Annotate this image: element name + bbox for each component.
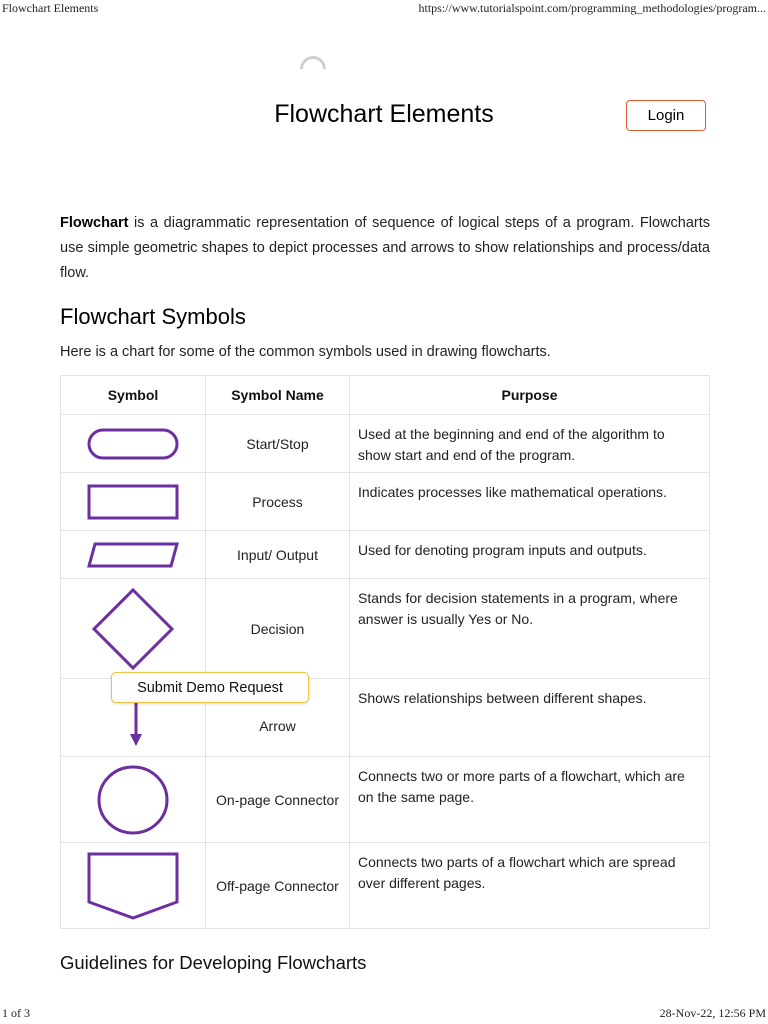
symbol-cell: [61, 579, 206, 679]
print-header-title: Flowchart Elements: [2, 1, 99, 15]
page-title: Flowchart Elements: [274, 100, 494, 128]
column-header-symbol: Symbol: [61, 376, 206, 415]
purpose-cell: Indicates processes like mathematical operations.: [350, 473, 710, 531]
terminal-shape-icon: [87, 428, 179, 460]
print-footer-datetime: 28-Nov-22, 12:56 PM: [659, 1006, 766, 1020]
process-shape-icon: [87, 484, 179, 520]
purpose-cell: Connects two or more parts of a flowchart, which are on the same page.: [350, 757, 710, 843]
symbol-cell: [61, 757, 206, 843]
purpose-cell: Used at the beginning and end of the algorithm to show start and end of the program.: [350, 415, 710, 473]
arrow-shape-icon: [126, 702, 146, 748]
table-row: [61, 531, 710, 579]
circle-connector-shape-icon: [96, 763, 170, 837]
table-row: [61, 415, 710, 473]
submit-demo-request-button[interactable]: Submit Demo Request: [111, 672, 309, 703]
print-header-url: https://www.tutorialspoint.com/programming_methodologies/program...: [418, 1, 766, 15]
symbols-heading: Flowchart Symbols: [60, 304, 246, 329]
diamond-shape-icon: [91, 587, 175, 671]
offpage-connector-shape-icon: [87, 852, 179, 920]
intro-paragraph: [60, 211, 710, 286]
intro-bold-term: Flowchart: [60, 215, 129, 231]
symbols-lead-text: Here is a chart for some of the common symbols used in drawing flowcharts.: [60, 344, 551, 360]
table-row: [61, 579, 710, 679]
symbol-name-cell: Decision: [206, 579, 350, 679]
table-row: [61, 843, 710, 929]
symbols-table: [60, 375, 710, 929]
purpose-cell: Shows relationships between different shapes.: [350, 679, 710, 757]
intro-text: is a diagrammatic representation of sequence of logical steps of a program. Flowcharts use simple geometric shapes to depict processes and arrows to show relationships and process/data flow.: [60, 215, 710, 281]
purpose-cell: Used for denoting program inputs and outputs.: [350, 531, 710, 579]
login-button[interactable]: Login: [626, 100, 706, 131]
purpose-cell: Connects two parts of a flowchart which are spread over different pages.: [350, 843, 710, 929]
symbol-cell: [61, 531, 206, 579]
table-row: [61, 473, 710, 531]
guidelines-heading: Guidelines for Developing Flowcharts: [60, 952, 367, 973]
symbol-name-cell: Input/ Output: [206, 531, 350, 579]
print-header: [0, 0, 768, 18]
column-header-symbol-name: Symbol Name: [206, 376, 350, 415]
parallelogram-shape-icon: [87, 542, 179, 568]
loading-spinner-icon: [295, 51, 332, 88]
symbol-name-cell: Arrow: [206, 679, 350, 757]
table-header-row: [61, 376, 710, 415]
symbol-name-cell: Off-page Connector: [206, 843, 350, 929]
column-header-purpose: Purpose: [350, 376, 710, 415]
symbol-name-cell: On-page Connector: [206, 757, 350, 843]
symbol-name-cell: Process: [206, 473, 350, 531]
symbol-name-cell: Start/Stop: [206, 415, 350, 473]
print-footer: [0, 1006, 768, 1024]
print-footer-page: 1 of 3: [2, 1006, 30, 1020]
symbol-cell: [61, 473, 206, 531]
symbol-cell: [61, 415, 206, 473]
purpose-cell: Stands for decision statements in a program, where answer is usually Yes or No.: [350, 579, 710, 679]
symbol-cell: [61, 843, 206, 929]
table-row: [61, 757, 710, 843]
